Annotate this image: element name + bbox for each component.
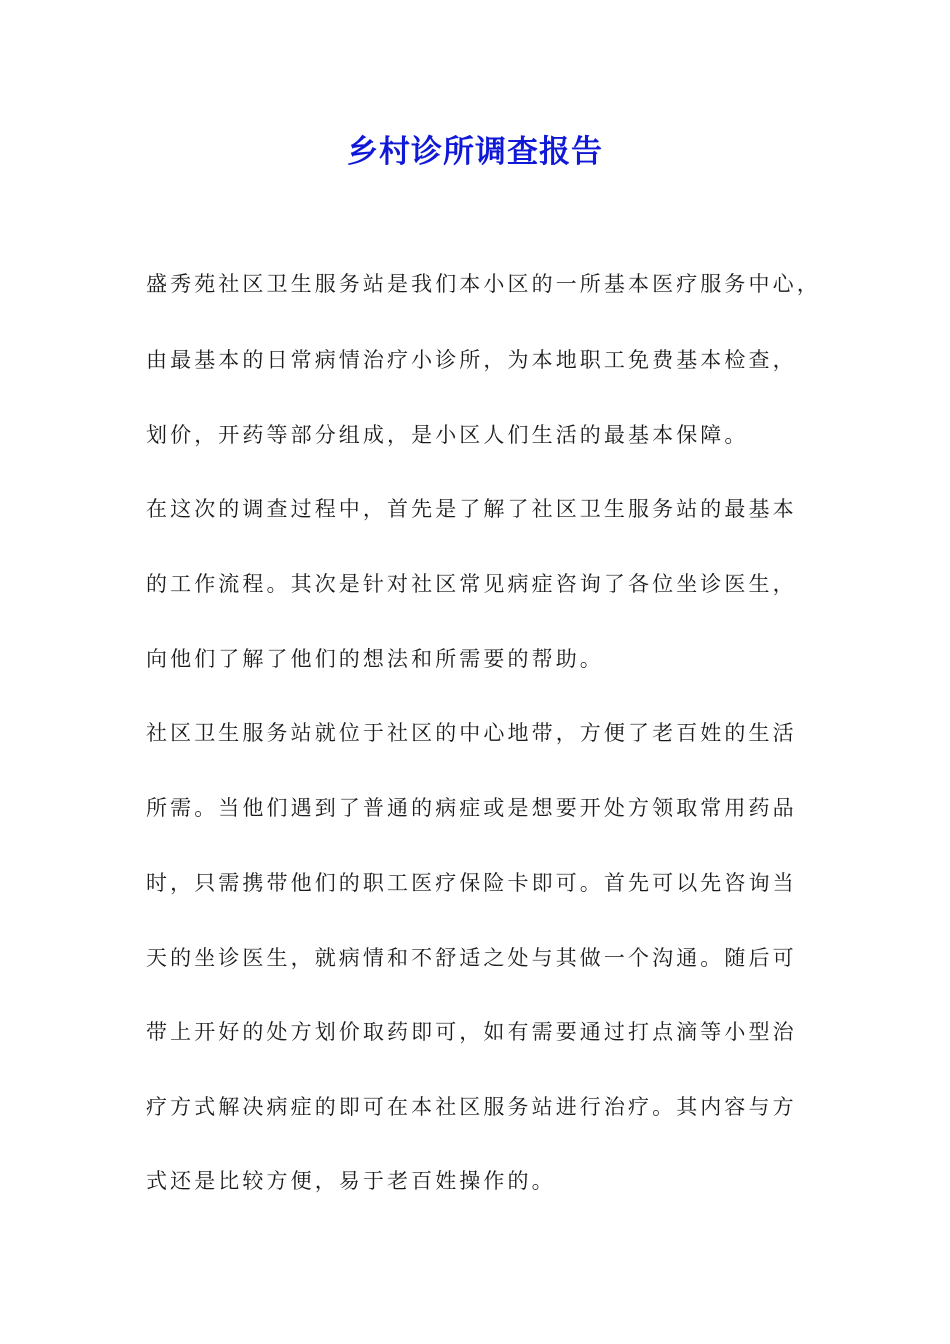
paragraph-1-line-1: 盛秀苑社区卫生服务站是我们本小区的一所基本医疗服务中心， xyxy=(146,272,821,296)
document-title: 乡村诊所调查报告 xyxy=(347,134,603,170)
paragraph-3-line-4: 天的坐诊医生，就病情和不舒适之处与其做一个沟通。随后可 xyxy=(146,946,797,970)
paragraph-3-line-5: 带上开好的处方划价取药即可，如有需要通过打点滴等小型治 xyxy=(146,1020,797,1044)
paragraph-3-line-7: 式还是比较方便，易于老百姓操作的。 xyxy=(146,1169,556,1193)
paragraph-3-line-2: 所需。当他们遇到了普通的病症或是想要开处方领取常用药品 xyxy=(146,796,797,820)
paragraph-3-line-1: 社区卫生服务站就位于社区的中心地带，方便了老百姓的生活 xyxy=(146,721,797,745)
paragraph-1-line-2: 由最基本的日常病情治疗小诊所，为本地职工免费基本检查， xyxy=(146,348,797,372)
paragraph-2-line-1: 在这次的调查过程中，首先是了解了社区卫生服务站的最基本 xyxy=(146,497,797,521)
paragraph-3-line-3: 时，只需携带他们的职工医疗保险卡即可。首先可以先咨询当 xyxy=(146,871,797,895)
paragraph-2-line-3: 向他们了解了他们的想法和所需要的帮助。 xyxy=(146,647,604,671)
paragraph-3-line-6: 疗方式解决病症的即可在本社区服务站进行治疗。其内容与方 xyxy=(146,1095,797,1119)
paragraph-1-line-3: 划价，开药等部分组成，是小区人们生活的最基本保障。 xyxy=(146,423,749,447)
paragraph-2-line-2: 的工作流程。其次是针对社区常见病症咨询了各位坐诊医生， xyxy=(146,572,797,596)
